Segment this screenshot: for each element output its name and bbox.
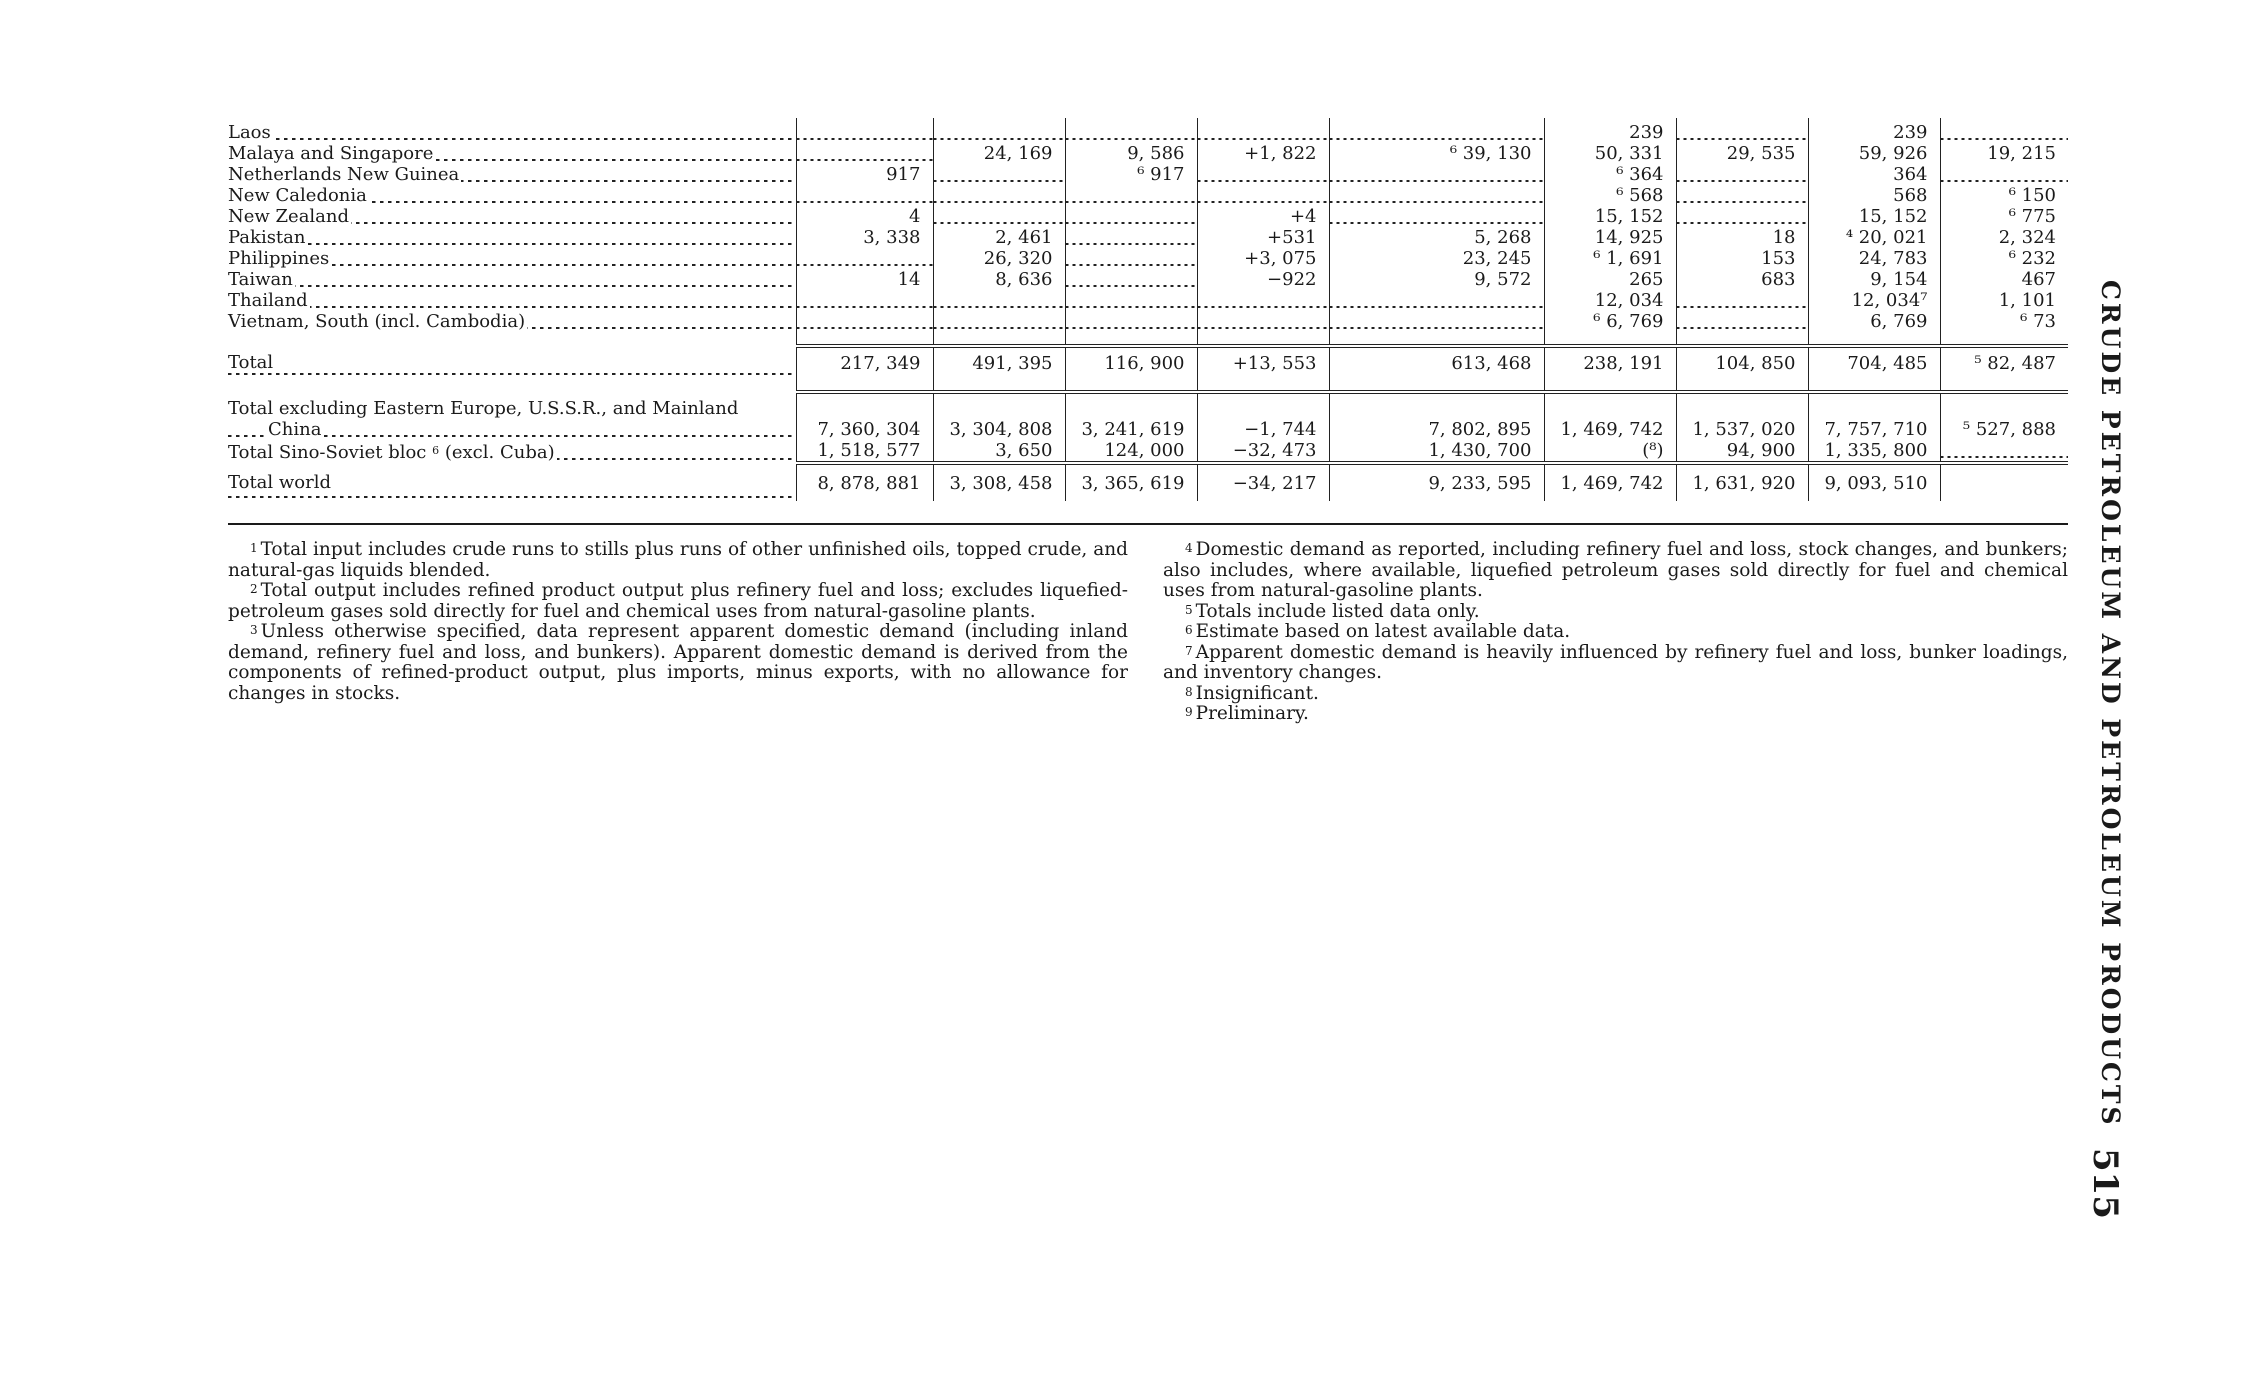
table-row	[228, 164, 2068, 185]
table-cell: 1, 631, 920	[1676, 463, 1808, 501]
row-label: Thailand	[228, 290, 796, 311]
footnote-text: Insignificant.	[1195, 682, 1319, 704]
row-label: Philippines	[228, 248, 796, 269]
table-cell: 2, 324	[1940, 227, 2068, 248]
table-cell: 568	[1808, 185, 1940, 206]
footnote	[228, 622, 1128, 704]
table-cell: 116, 900	[1065, 346, 1197, 378]
table-row	[228, 290, 2068, 311]
table-cell	[1676, 206, 1808, 227]
table-cell	[796, 290, 933, 311]
table-cell: 3, 365, 619	[1065, 463, 1197, 501]
total-label: Total	[228, 346, 796, 378]
table-cell	[1065, 269, 1197, 290]
table-cell	[1197, 185, 1329, 206]
table-cell	[1329, 118, 1544, 143]
row-label: Vietnam, South (incl. Cambodia)	[228, 311, 796, 332]
footnote	[1163, 684, 2068, 705]
row-label: Malaya and Singapore	[228, 143, 796, 164]
footnote-text: Preliminary.	[1195, 703, 1309, 724]
table-row	[228, 269, 2068, 290]
table-cell	[1329, 206, 1544, 227]
table-cell	[1329, 164, 1544, 185]
table-cell	[1940, 164, 2068, 185]
table-cell	[1065, 227, 1197, 248]
footnote-number: 2	[250, 582, 258, 596]
table-cell: ⁶ 917	[1065, 164, 1197, 185]
total-excluding-label: Total excluding Eastern Europe, U.S.S.R., and Mainland China	[228, 392, 796, 440]
table-cell: 239	[1808, 118, 1940, 143]
table-row	[228, 248, 2068, 269]
table-cell: 50, 331	[1544, 143, 1676, 164]
petroleum-statistics-table	[228, 118, 2068, 501]
table-cell: 24, 783	[1808, 248, 1940, 269]
table-cell: 238, 191	[1544, 346, 1676, 378]
table-cell	[933, 185, 1065, 206]
table-cell: ⁵ 82, 487	[1940, 346, 2068, 378]
table-cell: 15, 152	[1544, 206, 1676, 227]
table-cell	[1197, 290, 1329, 311]
table-cell: 23, 245	[1329, 248, 1544, 269]
table-cell: 613, 468	[1329, 346, 1544, 378]
footnote-number: 4	[1185, 541, 1193, 555]
table-cell: 104, 850	[1676, 346, 1808, 378]
table-cell: 7, 360, 304	[796, 392, 933, 440]
table-cell: 94, 900	[1676, 440, 1808, 463]
table-cell: 18	[1676, 227, 1808, 248]
table-cell: 19, 215	[1940, 143, 2068, 164]
table-cell	[1197, 311, 1329, 332]
table-cell: +1, 822	[1197, 143, 1329, 164]
footnote-number: 7	[1185, 643, 1193, 658]
table-cell: 7, 757, 710	[1808, 392, 1940, 440]
footnote	[1163, 622, 2068, 643]
table-row	[228, 185, 2068, 206]
spacer-row	[228, 332, 2068, 346]
table-cell: 683	[1676, 269, 1808, 290]
footnote-text: Totals include listed data only.	[1195, 600, 1480, 622]
total-sino-soviet-row	[228, 440, 2068, 463]
table-cell: ⁵ 527, 888	[1940, 392, 2068, 440]
table-cell: ⁶ 568	[1544, 185, 1676, 206]
footnote-text: Total output includes refined product output plus refinery fuel and loss; excludes liquefied-petroleum gases sold directly for fuel and chemical uses from natural-gasoline plants.	[228, 580, 1128, 622]
total-sino-soviet-label: Total Sino-Soviet bloc $^6$ (excl. Cuba)	[228, 440, 796, 463]
table-cell	[1940, 118, 2068, 143]
row-label: New Zealand	[228, 206, 796, 227]
table-cell	[1065, 185, 1197, 206]
table-cell: 1, 101	[1940, 290, 2068, 311]
table-cell	[1065, 248, 1197, 269]
table-cell: 29, 535	[1676, 143, 1808, 164]
table-cell: 9, 586	[1065, 143, 1197, 164]
table-cell: +13, 553	[1197, 346, 1329, 378]
footnote	[228, 581, 1128, 622]
table-cell: −1, 744	[1197, 392, 1329, 440]
table-cell: 14	[796, 269, 933, 290]
total-excluding-row	[228, 392, 2068, 440]
country-rows	[228, 118, 2068, 332]
table-cell: ⁶ 775	[1940, 206, 2068, 227]
table-cell	[933, 290, 1065, 311]
footnote-number: 5	[1185, 602, 1193, 617]
footnote-text: Apparent domestic demand is heavily influenced by refinery fuel and loss, bunker loadings, and inventory changes.	[1163, 641, 2068, 683]
table-cell: ⁶ 39, 130	[1329, 143, 1544, 164]
table-cell	[796, 118, 933, 143]
table-cell: 3, 304, 808	[933, 392, 1065, 440]
table-cell: 15, 152	[1808, 206, 1940, 227]
table-cell	[1329, 290, 1544, 311]
table-cell: 59, 926	[1808, 143, 1940, 164]
table-cell: ⁶ 150	[1940, 185, 2068, 206]
table-cell: 12, 034	[1544, 290, 1676, 311]
table-cell: 26, 320	[933, 248, 1065, 269]
table-cell	[1676, 290, 1808, 311]
table-cell: 917	[796, 164, 933, 185]
footnote-text: Total input includes crude runs to stills plus runs of other unfinished oils, topped crude, and natural-gas liquids blended.	[228, 539, 1128, 581]
table-cell: 3, 338	[796, 227, 933, 248]
table-cell: 3, 241, 619	[1065, 392, 1197, 440]
table-cell: 217, 349	[796, 346, 933, 378]
footnote	[1163, 602, 2068, 623]
footnote-number: 8	[1185, 684, 1193, 699]
footnote-text: Domestic demand as reported, including refinery fuel and loss, stock changes, and bunkers; also includes, where available, liquefied petroleum gases sold directly for fuel and chemical uses from natural-gasoline plants.	[1163, 539, 2068, 601]
table-cell: 6, 769	[1808, 311, 1940, 332]
table-cell: 1, 518, 577	[796, 440, 933, 463]
table-cell: +4	[1197, 206, 1329, 227]
table-cell: 1, 335, 800	[1808, 440, 1940, 463]
table-cell	[1065, 118, 1197, 143]
table-cell: −922	[1197, 269, 1329, 290]
table-cell: ⁶ 364	[1544, 164, 1676, 185]
table-cell: 7, 802, 895	[1329, 392, 1544, 440]
table-cell	[1676, 118, 1808, 143]
table-cell	[1940, 463, 2068, 501]
table-cell: 704, 485	[1808, 346, 1940, 378]
footnote	[1163, 704, 2068, 725]
table-cell: 1, 537, 020	[1676, 392, 1808, 440]
table-cell: 5, 268	[1329, 227, 1544, 248]
table-cell	[1065, 290, 1197, 311]
footnote-number: 9	[1185, 705, 1193, 719]
footnote	[1163, 540, 2068, 602]
table-bottom-rule	[228, 523, 2068, 525]
table-cell	[1329, 185, 1544, 206]
running-head: CRUDE PETROLEUM AND PETROLEUM PRODUCTS	[2096, 280, 2125, 1128]
table-cell	[933, 206, 1065, 227]
table-cell: 3, 650	[933, 440, 1065, 463]
footnote-number: 1	[250, 541, 258, 555]
table-cell: ⁶ 232	[1940, 248, 2068, 269]
table-cell	[933, 164, 1065, 185]
table-cell: 4	[796, 206, 933, 227]
page-number: 515	[2085, 1148, 2125, 1219]
table-cell: 8, 878, 881	[796, 463, 933, 501]
table-cell: ⁶ 73	[1940, 311, 2068, 332]
total-world-label: Total world	[228, 463, 796, 501]
table-cell	[1065, 311, 1197, 332]
table-cell: 12, 034⁷	[1808, 290, 1940, 311]
table-cell	[1329, 311, 1544, 332]
row-label: Netherlands New Guinea	[228, 164, 796, 185]
footnote	[228, 540, 1128, 581]
table-cell: 9, 154	[1808, 269, 1940, 290]
table-cell	[933, 311, 1065, 332]
table-cell: 24, 169	[933, 143, 1065, 164]
table-cell: +531	[1197, 227, 1329, 248]
table-row	[228, 143, 2068, 164]
table-cell: 1, 469, 742	[1544, 392, 1676, 440]
table-cell	[1197, 118, 1329, 143]
table-row	[228, 118, 2068, 143]
table-cell: 124, 000	[1065, 440, 1197, 463]
table-row	[228, 206, 2068, 227]
footnote	[1163, 643, 2068, 684]
table-cell: ⁶ 6, 769	[1544, 311, 1676, 332]
row-label: Taiwan	[228, 269, 796, 290]
footnotes-right-column	[1163, 540, 2068, 725]
footnote-number: 3	[250, 623, 258, 637]
table-cell: 9, 093, 510	[1808, 463, 1940, 501]
footnote-number: 6	[1185, 623, 1193, 637]
table-cell: 14, 925	[1544, 227, 1676, 248]
footnote-text: Unless otherwise specified, data represent apparent domestic demand (including inland demand, refinery fuel and loss, and bunkers). Apparent domestic demand is derived from the components of refined-product output, plus imports, minus exports, with no allowance for changes in stocks.	[228, 621, 1128, 704]
table-cell: 1, 430, 700	[1329, 440, 1544, 463]
totals-section	[228, 332, 2068, 501]
table-row	[228, 227, 2068, 248]
table-cell: 2, 461	[933, 227, 1065, 248]
table-cell: 9, 233, 595	[1329, 463, 1544, 501]
table-cell: 3, 308, 458	[933, 463, 1065, 501]
table-cell: 8, 636	[933, 269, 1065, 290]
table-cell	[933, 118, 1065, 143]
row-label: New Caledonia	[228, 185, 796, 206]
table-cell: 491, 395	[933, 346, 1065, 378]
table-cell	[796, 248, 933, 269]
table-row	[228, 311, 2068, 332]
table-cell	[1197, 164, 1329, 185]
row-label: Laos	[228, 118, 796, 143]
table-cell	[1065, 206, 1197, 227]
table-cell: 239	[1544, 118, 1676, 143]
table-cell: (⁸)	[1544, 440, 1676, 463]
table-cell: 364	[1808, 164, 1940, 185]
table-cell: ⁴ 20, 021	[1808, 227, 1940, 248]
table-cell: +3, 075	[1197, 248, 1329, 269]
total-world-row	[228, 463, 2068, 501]
table-cell: 467	[1940, 269, 2068, 290]
footnotes-left-column	[228, 540, 1128, 704]
table-cell: 9, 572	[1329, 269, 1544, 290]
table-cell	[796, 185, 933, 206]
total-row	[228, 346, 2068, 378]
table-cell: −34, 217	[1197, 463, 1329, 501]
table-cell	[796, 311, 933, 332]
table-cell	[1676, 164, 1808, 185]
spacer-row	[228, 378, 2068, 392]
table-cell	[1940, 440, 2068, 463]
footnote-text: Estimate based on latest available data.	[1195, 621, 1571, 642]
table-cell: 1, 469, 742	[1544, 463, 1676, 501]
table-cell: ⁶ 1, 691	[1544, 248, 1676, 269]
table-cell	[796, 143, 933, 164]
table-cell: 153	[1676, 248, 1808, 269]
table-cell	[1676, 185, 1808, 206]
table-cell	[1676, 311, 1808, 332]
table-cell: −32, 473	[1197, 440, 1329, 463]
statistics-table-container	[228, 118, 2068, 501]
table-cell: 265	[1544, 269, 1676, 290]
row-label: Pakistan	[228, 227, 796, 248]
